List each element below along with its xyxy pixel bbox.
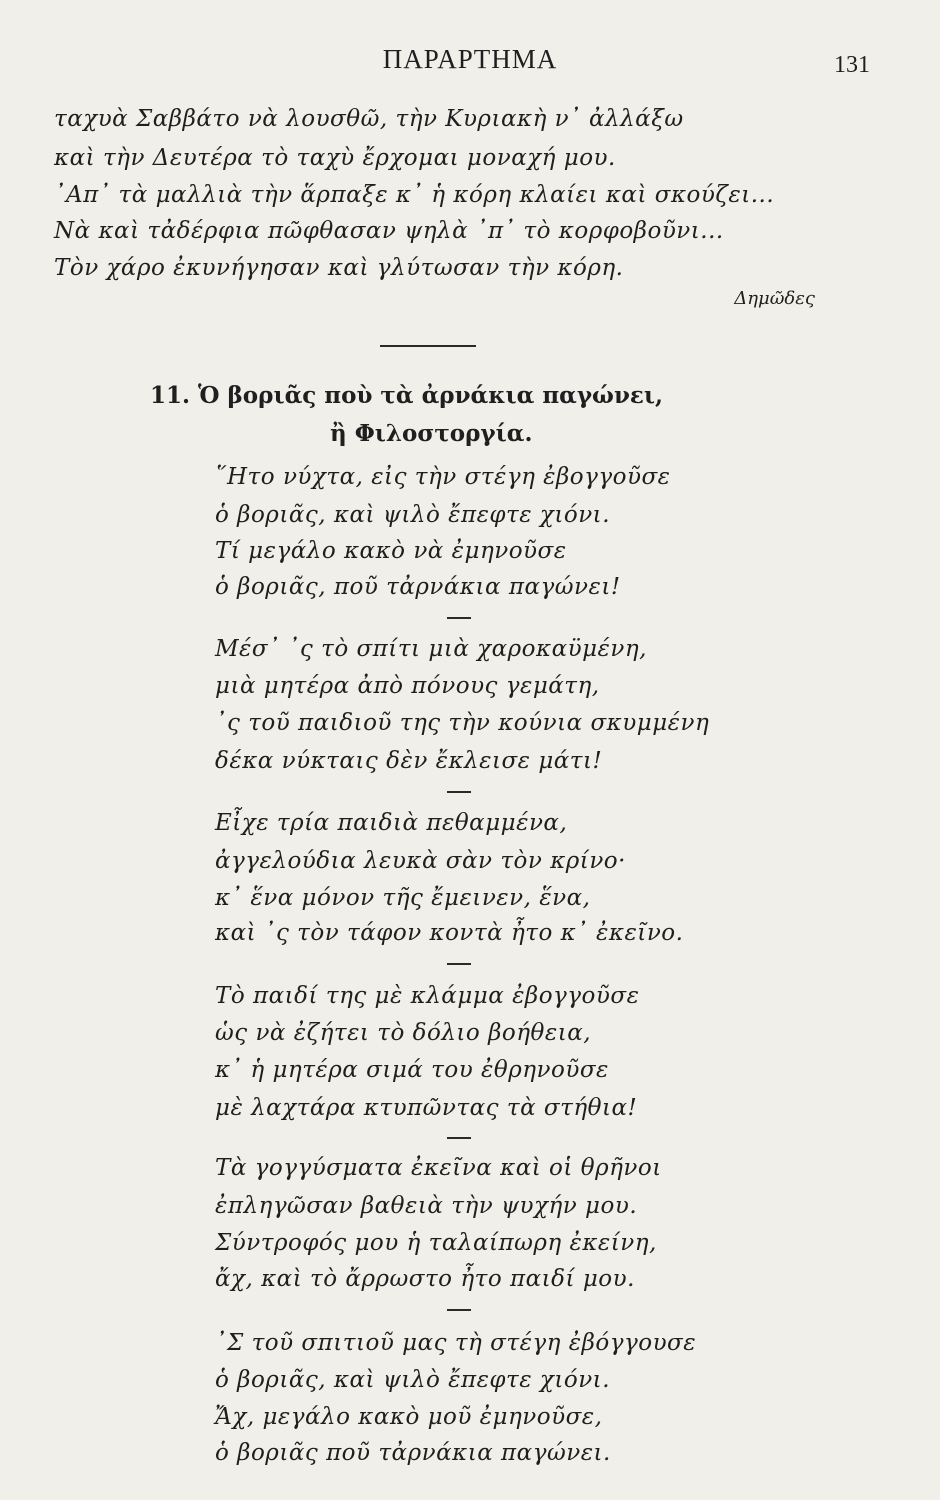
stanza-6-line: Ἄχ, μεγάλο κακὸ μοῦ ἐμηνοῦσε,: [215, 1404, 603, 1430]
previous-poem-line: ταχυὰ Σαββάτο νὰ λουσθῶ, τὴν Κυριακὴ ν᾿ ἀλλάξω: [54, 106, 684, 132]
poem-title: [150, 382, 663, 409]
stanza-2-line: Μέσ᾿ ᾿ς τὸ σπίτι μιὰ χαροκαϋμένη,: [215, 636, 647, 662]
stanza-6-line: ᾿Σ τοῦ σπιτιοῦ μας τὴ στέγη ἐβόγγουσε: [215, 1330, 697, 1356]
stanza-4-line: ὡς νὰ ἐζήτει τὸ δόλιο βοήθεια,: [215, 1020, 592, 1046]
stanza-divider: [447, 617, 471, 619]
stanza-3-line: ἀγγελούδια λευκὰ σὰν τὸν κρίνο·: [215, 848, 626, 874]
poem-subtitle: ἢ Φιλοστοργία.: [330, 420, 533, 447]
stanza-2-line: ᾿ς τοῦ παιδιοῦ της τὴν κούνια σκυμμένη: [215, 710, 710, 736]
stanza-5-line: ἐπληγῶσαν βαθειὰ τὴν ψυχήν μου.: [215, 1193, 638, 1219]
section-divider: [380, 345, 476, 347]
poem-number: 11.: [150, 382, 191, 409]
poem-title-main: Ὁ βοριᾶς ποὺ τὰ ἀρνάκια παγώνει,: [198, 382, 664, 409]
stanza-6-line: ὁ βοριᾶς ποῦ τἀρνάκια παγώνει.: [215, 1440, 611, 1466]
stanza-5-line: ἄχ, καὶ τὸ ἄρρωστο ἦτο παιδί μου.: [215, 1266, 635, 1292]
stanza-6-line: ὁ βοριᾶς, καὶ ψιλὸ ἔπεφτε χιόνι.: [215, 1367, 611, 1393]
stanza-5-line: Σύντροφός μου ἡ ταλαίπωρη ἐκείνη,: [215, 1230, 657, 1256]
stanza-1-line: ὁ βοριᾶς, ποῦ τἀρνάκια παγώνει!: [215, 574, 621, 600]
stanza-5-line: Τὰ γογγύσματα ἐκεῖνα καὶ οἱ θρῆνοι: [215, 1155, 662, 1181]
previous-poem-line: ᾿Απ᾿ τὰ μαλλιὰ τὴν ἅρπαξε κ᾿ ἡ κόρη κλαίει καὶ σκούζει...: [54, 182, 775, 208]
stanza-4-line: Τὸ παιδί της μὲ κλάμμα ἐβογγοῦσε: [215, 983, 640, 1009]
running-head: ΠΑΡΑΡΤΗΜΑ: [382, 44, 558, 74]
stanza-divider: [447, 791, 471, 793]
stanza-1-line: ῞Ητο νύχτα, εἰς τὴν στέγη ἐβογγοῦσε: [215, 464, 671, 490]
stanza-1-line: Τί μεγάλο κακὸ νὰ ἐμηνοῦσε: [215, 538, 567, 564]
previous-poem-line: Νὰ καὶ τἀδέρφια πῶφθασαν ψηλὰ ᾿π᾿ τὸ κορφοβοῦνι...: [54, 218, 724, 244]
stanza-3-line: κ᾿ ἕνα μόνον τῆς ἔμεινεν, ἕνα,: [215, 885, 591, 911]
stanza-4-line: κ᾿ ἡ μητέρα σιμά του ἐθρηνοῦσε: [215, 1057, 609, 1083]
stanza-1-line: ὁ βοριᾶς, καὶ ψιλὸ ἔπεφτε χιόνι.: [215, 502, 611, 528]
stanza-4-line: μὲ λαχτάρα κτυπῶντας τὰ στήθια!: [215, 1095, 638, 1121]
stanza-3-line: καὶ ᾿ς τὸν τάφον κοντὰ ἦτο κ᾿ ἐκεῖνο.: [215, 920, 684, 946]
stanza-divider: [447, 963, 471, 965]
stanza-divider: [447, 1309, 471, 1311]
previous-poem-line: καὶ τὴν Δευτέρα τὸ ταχὺ ἔρχομαι μοναχή μου.: [54, 145, 616, 171]
stanza-divider: [447, 1137, 471, 1139]
previous-poem-line: Τὸν χάρο ἐκυνήγησαν καὶ γλύτωσαν τὴν κόρη.: [54, 255, 624, 281]
page-number: 131: [834, 52, 870, 78]
stanza-2-line: δέκα νύκταις δὲν ἔκλεισε μάτι!: [215, 748, 603, 774]
stanza-3-line: Εἶχε τρία παιδιὰ πεθαμμένα,: [215, 810, 568, 836]
attribution: Δημῶδες: [734, 288, 815, 309]
stanza-2-line: μιὰ μητέρα ἀπὸ πόνους γεμάτη,: [215, 673, 600, 699]
